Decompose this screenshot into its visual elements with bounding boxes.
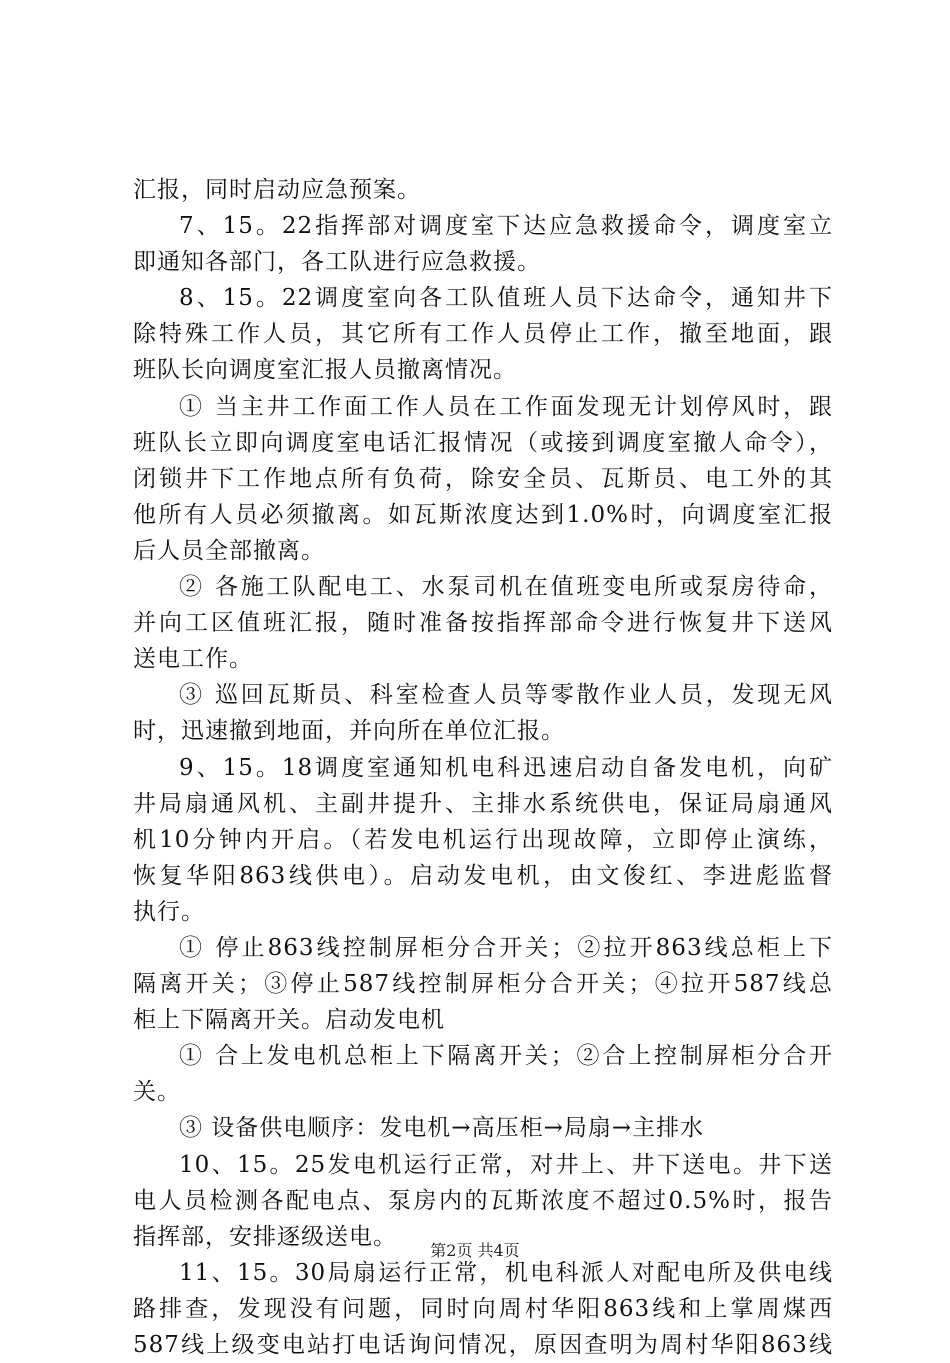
text-line: 汇报，同时启动应急预案。 bbox=[133, 177, 421, 203]
text-line: ① 当主井工作面工作人员在工作面发现无计划停风时，跟 bbox=[179, 393, 833, 420]
text-line: ① 合上发电机总柜上下隔离开关；②合上控制屏柜分合开 bbox=[179, 1043, 833, 1070]
text-line: 11、15。30局扇运行正常，机电科派人对配电所及供电线 bbox=[179, 1259, 833, 1286]
text-line: 即通知各部门，各工队进行应急救援。 bbox=[133, 249, 541, 276]
text-line: ① 停止863线控制屏柜分合开关；②拉开863线总柜上下 bbox=[179, 934, 833, 961]
body-text bbox=[133, 172, 833, 1363]
text-line: ③ 巡回瓦斯员、科室检查人员等零散作业人员，发现无风 bbox=[179, 682, 833, 709]
text-line: ③ 设备供电顺序：发电机→高压柜→局扇→主排水 bbox=[179, 1115, 705, 1142]
text-line: 10、15。25发电机运行正常，对井上、井下送电。井下送 bbox=[179, 1151, 833, 1178]
text-line: 路排查，发现没有问题，同时向周村华阳863线和上掌周煤西 bbox=[133, 1295, 833, 1322]
text-line: 执行。 bbox=[133, 898, 205, 925]
text-line: 机10分钟内开启。（若发电机运行出现故障，立即停止演练， bbox=[133, 826, 833, 853]
text-line: 隔离开关；③停止587线控制屏柜分合开关；④拉开587线总 bbox=[133, 971, 833, 998]
text-line: 他所有人员必须撤离。如瓦斯浓度达到1.0%时，向调度室汇报 bbox=[133, 501, 833, 528]
text-line: 9、15。18调度室通知机电科迅速启动自备发电机，向矿 bbox=[179, 754, 833, 781]
text-line: 关。 bbox=[133, 1079, 181, 1106]
page-footer: 第2页 共4页 bbox=[430, 1241, 520, 1260]
text-line: 柜上下隔离开关。启动发电机 bbox=[133, 1007, 445, 1034]
text-line: 班队长向调度室汇报人员撤离情况。 bbox=[133, 357, 517, 384]
text-line: 并向工区值班汇报，随时准备按指挥部命令进行恢复井下送风 bbox=[133, 610, 833, 637]
text-line: 587线上级变电站打电话询问情况，原因查明为周村华阳863线 bbox=[133, 1332, 833, 1358]
text-line: 7、15。22指挥部对调度室下达应急救援命令，调度室立 bbox=[179, 213, 833, 240]
text-line: 除特殊工作人员，其它所有工作人员停止工作，撤至地面，跟 bbox=[133, 321, 833, 348]
text-line: 送电工作。 bbox=[133, 646, 253, 673]
text-line: 班队长立即向调度室电话汇报情况（或接到调度室撤人命令）， bbox=[133, 429, 833, 456]
text-line: 8、15。22调度室向各工队值班人员下达命令，通知井下 bbox=[179, 285, 833, 312]
text-line: 井局扇通风机、主副井提升、主排水系统供电，保证局扇通风 bbox=[133, 790, 833, 817]
text-line: 时，迅速撤到地面，并向所在单位汇报。 bbox=[133, 718, 565, 745]
text-line: 指挥部，安排逐级送电。 bbox=[133, 1223, 397, 1250]
text-line: ② 各施工队配电工、水泵司机在值班变电所或泵房待命， bbox=[179, 574, 833, 601]
text-line: 后人员全部撤离。 bbox=[133, 537, 325, 564]
text-line: 闭锁井下工作地点所有负荷，除安全员、瓦斯员、电工外的其 bbox=[133, 465, 833, 492]
text-line: 恢复华阳863线供电）。启动发电机，由文俊红、李进彪监督 bbox=[133, 862, 833, 889]
text-line: 电人员检测各配电点、泵房内的瓦斯浓度不超过0.5%时，报告 bbox=[133, 1187, 833, 1214]
